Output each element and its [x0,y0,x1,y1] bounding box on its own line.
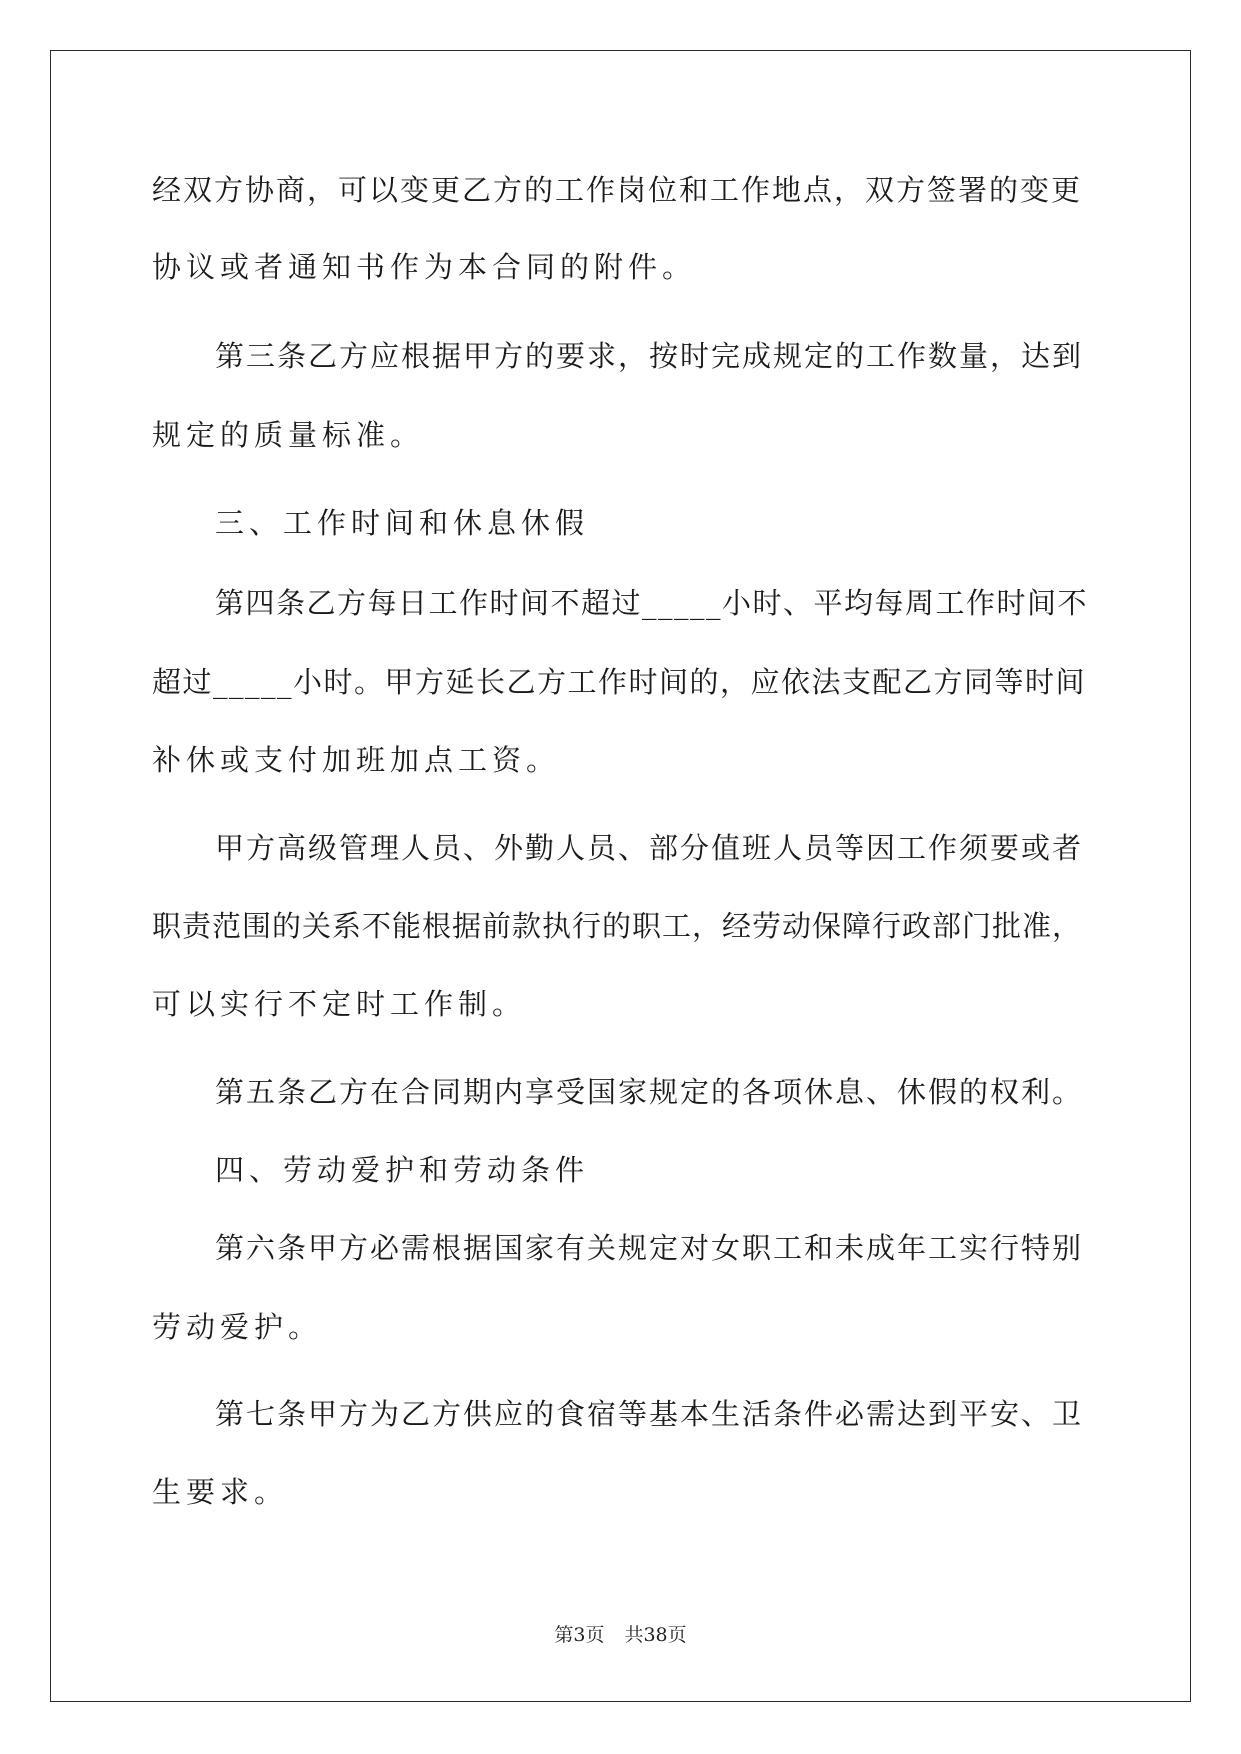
paragraph-line: 第六条甲方必需根据国家有关规定对女职工和未成年工实行特别 [215,1231,1084,1265]
paragraph-line: 第五条乙方在合同期内享受国家规定的各项休息、休假的权利。 [215,1075,1084,1109]
paragraph-line: 第四条乙方每日工作时间不超过_____小时、平均每周工作时间不 [215,586,1089,620]
paragraph-line: 经双方协商，可以变更乙方的工作岗位和工作地点，双方签署的变更 [152,173,1083,207]
paragraph-line: 规定的质量标准。 [152,418,425,452]
section-heading: 四、劳动爱护和劳动条件 [215,1153,590,1187]
paragraph-line: 职责范围的关系不能根据前款执行的职工，经劳动保障行政部门批准， [152,909,1083,943]
paragraph-line: 生要求。 [152,1475,289,1509]
page-border [50,50,1191,1702]
section-heading: 三、工作时间和休息休假 [215,506,590,540]
page-number-current: 第3页 [554,1624,605,1646]
paragraph-line: 补休或支付加班加点工资。 [152,743,561,777]
page-footer [0,1623,1241,1647]
paragraph-line: 甲方高级管理人员、外勤人员、部分值班人员等因工作须要或者 [215,831,1084,865]
paragraph-line: 超过_____小时。甲方延长乙方工作时间的，应依法支配乙方同等时间 [152,665,1087,699]
paragraph-line: 可以实行不定时工作制。 [152,987,527,1021]
paragraph-line: 劳动爱护。 [152,1310,323,1344]
paragraph-line: 第三条乙方应根据甲方的要求，按时完成规定的工作数量，达到 [215,339,1084,373]
paragraph-line: 第七条甲方为乙方供应的食宿等基本生活条件必需达到平安、卫 [215,1397,1084,1431]
paragraph-line: 协议或者通知书作为本合同的附件。 [152,250,697,284]
page-number-total: 共38页 [624,1624,687,1646]
